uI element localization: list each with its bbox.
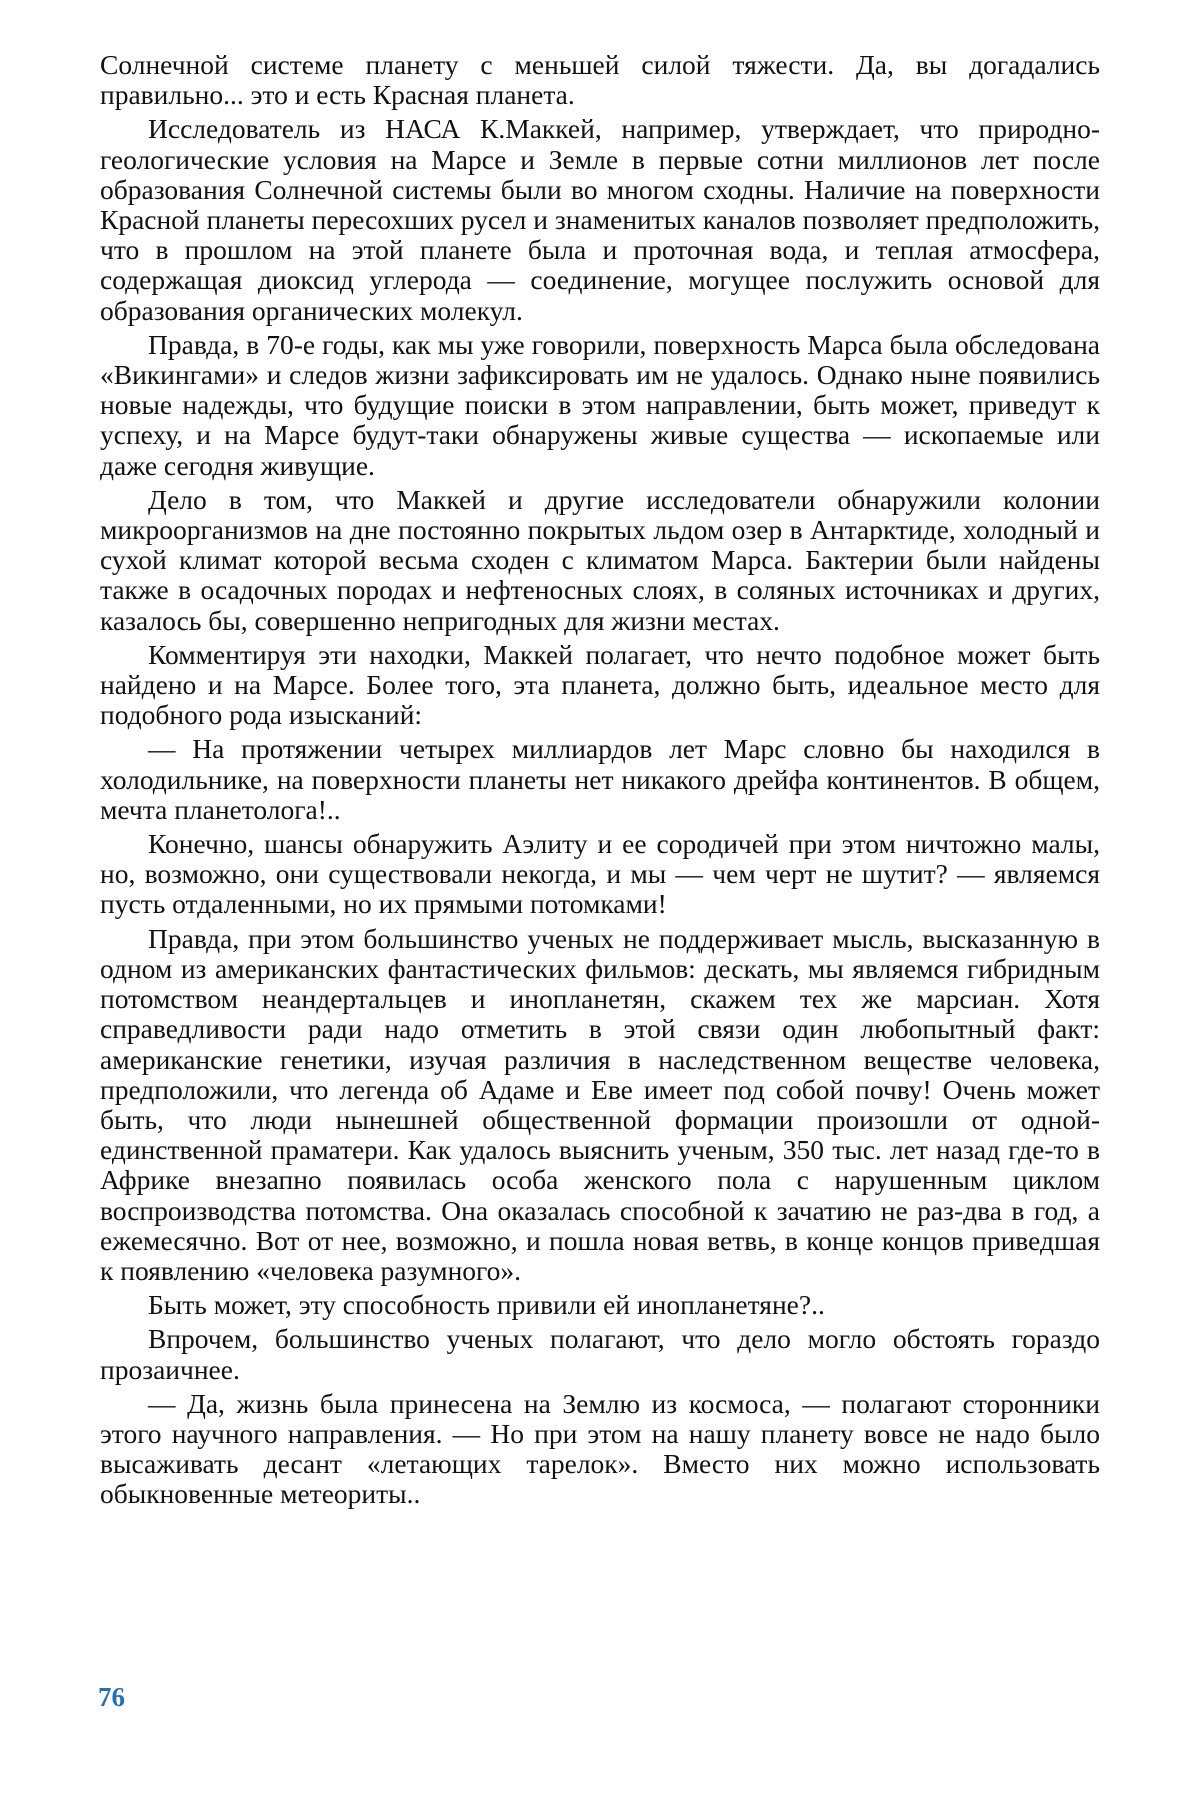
paragraph: Правда, в 70-е годы, как мы уже говорили, поверхность Марса была обследована «Викингами» и следов жизни зафиксировать им не удалось. Однако ныне появились новые надежды, что будущие поиски в этом направлении, быть может, приведут к успеху, и на Марсе будут-таки обнаружены живые существа — ископаемые или даже сегодня живущие.: [100, 330, 1100, 481]
page-body: [100, 50, 1100, 1514]
paragraph: — На протяжении четырех миллиардов лет Марс словно бы находился в холодильнике, на поверхности планеты нет никакого дрейфа континентов. В общем, мечта планетолога!..: [100, 734, 1100, 825]
paragraph: Солнечной системе планету с меньшей силой тяжести. Да, вы догадались правильно... это и есть Красная планета.: [100, 50, 1100, 110]
paragraph: Впрочем, большинство ученых полагают, что дело могло обстоять гораздо прозаичнее.: [100, 1324, 1100, 1384]
page-number: 76: [98, 1682, 125, 1713]
paragraph: Дело в том, что Маккей и другие исследователи обнаружили колонии микроорганизмов на дне постоянно покрытых льдом озер в Антарктиде, холодный и сухой климат которой весьма сходен с климатом Марса. Бактерии были найдены также в осадочных породах и нефтеносных слоях, в соляных источниках и других, казалось бы, совершенно непригодных для жизни местах.: [100, 485, 1100, 636]
paragraph: Правда, при этом большинство ученых не поддерживает мысль, высказанную в одном из американских фантастических фильмов: дескать, мы являемся гибридным потомством неандертальцев и инопланетян, скажем тех же марсиан. Хотя справедливости ради надо отметить в этой связи один любопытный факт: американские генетики, изучая различия в наследственном веществе человека, предположили, что легенда об Адаме и Еве имеет под собой почву! Очень может быть, что люди нынешней общественной формации произошли от одной-единственной праматери. Как удалось выяснить ученым, 350 тыс. лет назад где-то в Африке внезапно появилась особа женского пола с нарушенным циклом воспроизводства потомства. Она оказалась способной к зачатию не раз-два в год, а ежемесячно. Вот от нее, возможно, и пошла новая ветвь, в конце концов приведшая к появлению «человека разумного».: [100, 924, 1100, 1286]
paragraph: Исследователь из НАСА К.Маккей, например, утверждает, что природно-геологические условия на Марсе и Земле в первые сотни миллионов лет после образования Солнечной системы были во многом сходны. Наличие на поверхности Красной планеты пересохших русел и знаменитых каналов позволяет предположить, что в прошлом на этой планете была и проточная вода, и теплая атмосфера, содержащая диоксид углерода — соединение, могущее послужить основой для образования органических молекул.: [100, 114, 1100, 325]
paragraph: Конечно, шансы обнаружить Аэлиту и ее сородичей при этом ничтожно малы, но, возможно, они существовали некогда, и мы — чем черт не шутит? — являемся пусть отдаленными, но их прямыми потомками!: [100, 829, 1100, 920]
paragraph: Быть может, эту способность привили ей инопланетяне?..: [100, 1290, 1100, 1320]
paragraph: — Да, жизнь была принесена на Землю из космоса, — полагают сторонники этого научного направления. — Но при этом на нашу планету вовсе не надо было высаживать десант «летающих тарелок». Вместо них можно использовать обыкновенные метеориты..: [100, 1389, 1100, 1510]
paragraph: Комментируя эти находки, Маккей полагает, что нечто подобное может быть найдено и на Марсе. Более того, эта планета, должно быть, идеальное место для подобного рода изысканий:: [100, 640, 1100, 731]
